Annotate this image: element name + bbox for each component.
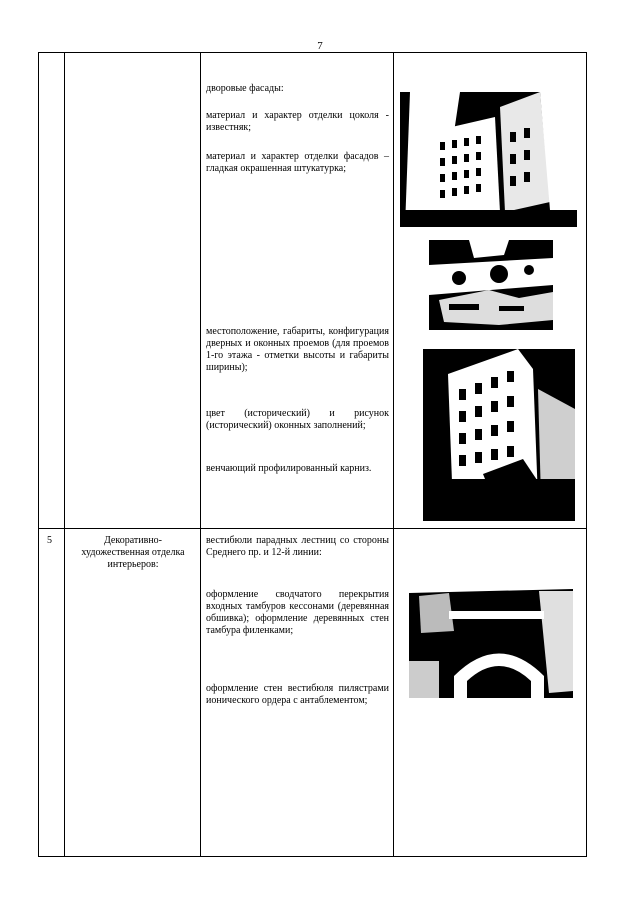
element-name-cell: Декоративно-художественная отделка интерьеров: [81, 535, 185, 570]
page-number: 7 [317, 40, 323, 52]
courtyard-facade-photo [400, 92, 577, 227]
row-number-cell: 5 [47, 535, 52, 546]
description-paragraph: вестибюли парадных лестниц со стороны Среднего пр. и 12-й линии: [206, 535, 389, 558]
vestibule-vault-photo [409, 571, 573, 698]
column-divider [64, 53, 65, 856]
description-paragraph: материал и характер отделки фасадов – гладкая окрашенная штукатурка; [206, 151, 389, 174]
plinth-detail-photo [429, 240, 553, 330]
description-paragraph: цвет (исторический) и рисунок (исторический) оконных заполнений; [206, 408, 389, 431]
description-paragraph: дворовые фасады: [206, 83, 284, 94]
description-paragraph: венчающий профилированный карниз. [206, 463, 372, 474]
column-divider [393, 53, 394, 856]
description-paragraph: оформление сводчатого перекрытия входных тамбуров кессонами (деревянная обшивка); оформление деревянных стен тамбура филенками; [206, 589, 389, 636]
description-paragraph: оформление стен вестибюля пилястрами ионического ордера с антаблементом; [206, 683, 389, 706]
column-divider [200, 53, 201, 856]
row-divider [39, 528, 586, 529]
description-paragraph: материал и характер отделки цоколя - известняк; [206, 110, 389, 133]
description-paragraph: местоположение, габариты, конфигурация дверных и оконных проемов (для проемов 1-го этажа - отметки высоты и габариты ширины); [206, 326, 389, 373]
facade-windows-photo [423, 349, 575, 521]
protected-elements-table [38, 52, 587, 857]
